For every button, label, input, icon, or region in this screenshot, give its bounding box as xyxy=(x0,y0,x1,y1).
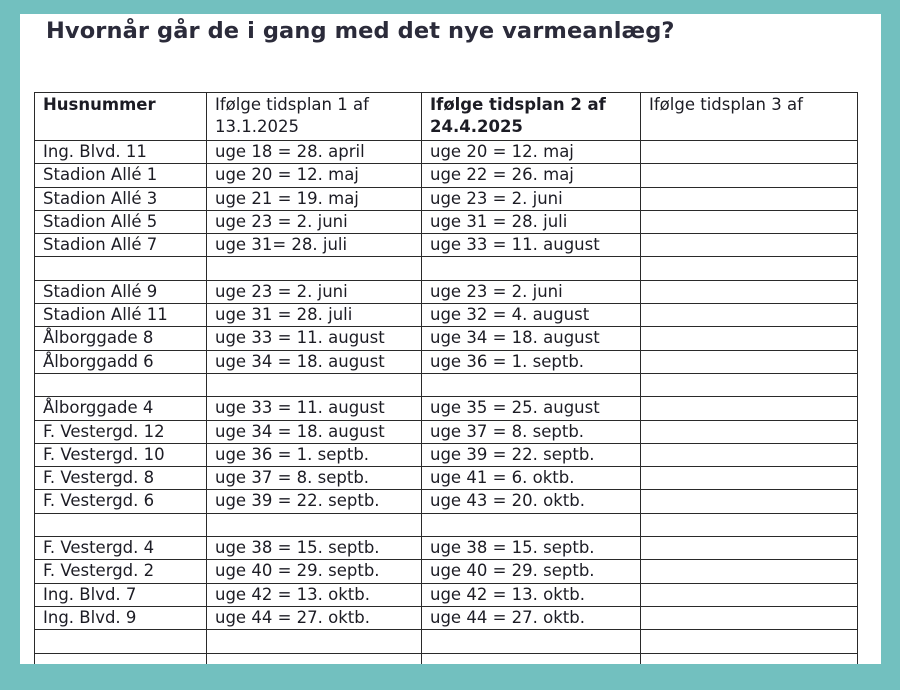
cell-schedule-2 xyxy=(422,373,641,396)
header-schedule-3 xyxy=(641,93,858,141)
cell-schedule-1: uge 37 = 8. septb. xyxy=(207,467,422,490)
table-row xyxy=(35,443,858,466)
cell-schedule-3 xyxy=(641,397,858,420)
cell-house-number: F. Vestergd. 4 xyxy=(35,537,207,560)
cell-schedule-1: uge 31 = 28. juli xyxy=(207,304,422,327)
table-row xyxy=(35,164,858,187)
cell-house-number: F. Vestergd. 10 xyxy=(35,443,207,466)
cell-schedule-1: uge 23 = 2. juni xyxy=(207,210,422,233)
cell-house-number: Ålborggadd 6 xyxy=(35,350,207,373)
cell-house-number: Stadion Allé 1 xyxy=(35,164,207,187)
cell-schedule-2: uge 43 = 20. oktb. xyxy=(422,490,641,513)
cell-house-number xyxy=(35,257,207,280)
cell-schedule-3 xyxy=(641,420,858,443)
cell-schedule-3 xyxy=(641,164,858,187)
cell-house-number: Ing. Blvd. 9 xyxy=(35,606,207,629)
cell-schedule-1 xyxy=(207,373,422,396)
cell-schedule-3 xyxy=(641,653,858,664)
cell-schedule-2: uge 33 = 11. august xyxy=(422,234,641,257)
cell-schedule-2: uge 36 = 1. septb. xyxy=(422,350,641,373)
cell-schedule-1: uge 20 = 12. maj xyxy=(207,164,422,187)
header-schedule-2 xyxy=(422,93,641,141)
cell-schedule-2: uge 23 = 2. juni xyxy=(422,187,641,210)
table-row xyxy=(35,420,858,443)
table-row xyxy=(35,234,858,257)
cell-schedule-2: uge 41 = 6. oktb. xyxy=(422,467,641,490)
table-row xyxy=(35,467,858,490)
cell-schedule-2 xyxy=(422,513,641,536)
cell-schedule-1: uge 38 = 15. septb. xyxy=(207,537,422,560)
cell-schedule-1: uge 18 = 28. april xyxy=(207,141,422,164)
cell-schedule-3 xyxy=(641,373,858,396)
cell-house-number: Ålborggade 8 xyxy=(35,327,207,350)
table-row xyxy=(35,490,858,513)
cell-schedule-3 xyxy=(641,210,858,233)
cell-schedule-1: uge 34 = 18. august xyxy=(207,420,422,443)
cell-schedule-3 xyxy=(641,141,858,164)
cell-schedule-2: uge 32 = 4. august xyxy=(422,304,641,327)
cell-house-number: Ing. Blvd. 11 xyxy=(35,141,207,164)
cell-schedule-2 xyxy=(422,630,641,653)
header-line: Ifølge tidsplan 3 af xyxy=(649,95,803,114)
page-title: Hvornår går de i gang med det nye varmeanlæg? xyxy=(46,18,675,44)
cell-schedule-2: uge 42 = 13. oktb. xyxy=(422,583,641,606)
cell-schedule-3 xyxy=(641,304,858,327)
cell-schedule-1: uge 33 = 11. august xyxy=(207,327,422,350)
cell-schedule-1: uge 36 = 1. septb. xyxy=(207,443,422,466)
cell-schedule-3 xyxy=(641,187,858,210)
cell-schedule-2: uge 44 = 27. oktb. xyxy=(422,606,641,629)
cell-schedule-2 xyxy=(422,257,641,280)
cell-schedule-2: uge 35 = 25. august xyxy=(422,397,641,420)
cell-house-number xyxy=(35,653,207,664)
cell-schedule-3 xyxy=(641,560,858,583)
cell-house-number: Stadion Allé 3 xyxy=(35,187,207,210)
table-row xyxy=(35,537,858,560)
cell-schedule-2 xyxy=(422,653,641,664)
header-line: Husnummer xyxy=(43,95,156,114)
cell-schedule-1 xyxy=(207,513,422,536)
cell-schedule-2: uge 40 = 29. septb. xyxy=(422,560,641,583)
table-row xyxy=(35,583,858,606)
cell-schedule-3 xyxy=(641,606,858,629)
cell-schedule-2: uge 38 = 15. septb. xyxy=(422,537,641,560)
header-row xyxy=(35,93,858,141)
table-row xyxy=(35,350,858,373)
header-line: 13.1.2025 xyxy=(215,117,299,136)
table-row xyxy=(35,397,858,420)
cell-house-number xyxy=(35,373,207,396)
table-row xyxy=(35,280,858,303)
cell-schedule-3 xyxy=(641,490,858,513)
cell-schedule-2: uge 34 = 18. august xyxy=(422,327,641,350)
table-body xyxy=(35,141,858,665)
cell-schedule-3 xyxy=(641,630,858,653)
cell-schedule-3 xyxy=(641,583,858,606)
cell-schedule-3 xyxy=(641,327,858,350)
header-line: Ifølge tidsplan 2 af xyxy=(430,95,606,114)
cell-schedule-1: uge 31= 28. juli xyxy=(207,234,422,257)
cell-schedule-3 xyxy=(641,537,858,560)
header-schedule-1 xyxy=(207,93,422,141)
table-row xyxy=(35,373,858,396)
cell-house-number xyxy=(35,513,207,536)
cell-house-number: F. Vestergd. 2 xyxy=(35,560,207,583)
cell-house-number: Stadion Allé 11 xyxy=(35,304,207,327)
cell-schedule-3 xyxy=(641,257,858,280)
table-row xyxy=(35,653,858,664)
cell-house-number: Stadion Allé 9 xyxy=(35,280,207,303)
cell-schedule-1: uge 40 = 29. septb. xyxy=(207,560,422,583)
cell-schedule-1: uge 44 = 27. oktb. xyxy=(207,606,422,629)
header-house-number xyxy=(35,93,207,141)
table-row xyxy=(35,560,858,583)
table-row xyxy=(35,606,858,629)
cell-schedule-1: uge 34 = 18. august xyxy=(207,350,422,373)
cell-schedule-1: uge 42 = 13. oktb. xyxy=(207,583,422,606)
cell-schedule-3 xyxy=(641,443,858,466)
scanned-document xyxy=(20,14,881,664)
cell-schedule-1: uge 39 = 22. septb. xyxy=(207,490,422,513)
cell-schedule-2: uge 22 = 26. maj xyxy=(422,164,641,187)
table-row xyxy=(35,327,858,350)
cell-house-number: F. Vestergd. 12 xyxy=(35,420,207,443)
table-row xyxy=(35,630,858,653)
table-row xyxy=(35,210,858,233)
table-row xyxy=(35,513,858,536)
table-row xyxy=(35,257,858,280)
cell-schedule-2: uge 37 = 8. septb. xyxy=(422,420,641,443)
cell-schedule-1 xyxy=(207,653,422,664)
cell-house-number: F. Vestergd. 6 xyxy=(35,490,207,513)
cell-house-number: Ålborggade 4 xyxy=(35,397,207,420)
cell-house-number: Ing. Blvd. 7 xyxy=(35,583,207,606)
cell-schedule-2: uge 23 = 2. juni xyxy=(422,280,641,303)
cell-house-number: Stadion Allé 7 xyxy=(35,234,207,257)
cell-house-number xyxy=(35,630,207,653)
cell-schedule-1: uge 23 = 2. juni xyxy=(207,280,422,303)
cell-schedule-1 xyxy=(207,257,422,280)
cell-schedule-3 xyxy=(641,234,858,257)
cell-house-number: F. Vestergd. 8 xyxy=(35,467,207,490)
cell-schedule-3 xyxy=(641,280,858,303)
cell-schedule-1: uge 33 = 11. august xyxy=(207,397,422,420)
cell-schedule-2: uge 20 = 12. maj xyxy=(422,141,641,164)
header-line: 24.4.2025 xyxy=(430,117,523,136)
cell-schedule-3 xyxy=(641,467,858,490)
cell-schedule-3 xyxy=(641,350,858,373)
table-row xyxy=(35,304,858,327)
cell-schedule-2: uge 31 = 28. juli xyxy=(422,210,641,233)
cell-schedule-1 xyxy=(207,630,422,653)
cell-schedule-1: uge 21 = 19. maj xyxy=(207,187,422,210)
header-line: Ifølge tidsplan 1 af xyxy=(215,95,369,114)
schedule-table xyxy=(34,92,858,664)
cell-schedule-3 xyxy=(641,513,858,536)
cell-house-number: Stadion Allé 5 xyxy=(35,210,207,233)
table-row xyxy=(35,141,858,164)
table-row xyxy=(35,187,858,210)
cell-schedule-2: uge 39 = 22. septb. xyxy=(422,443,641,466)
